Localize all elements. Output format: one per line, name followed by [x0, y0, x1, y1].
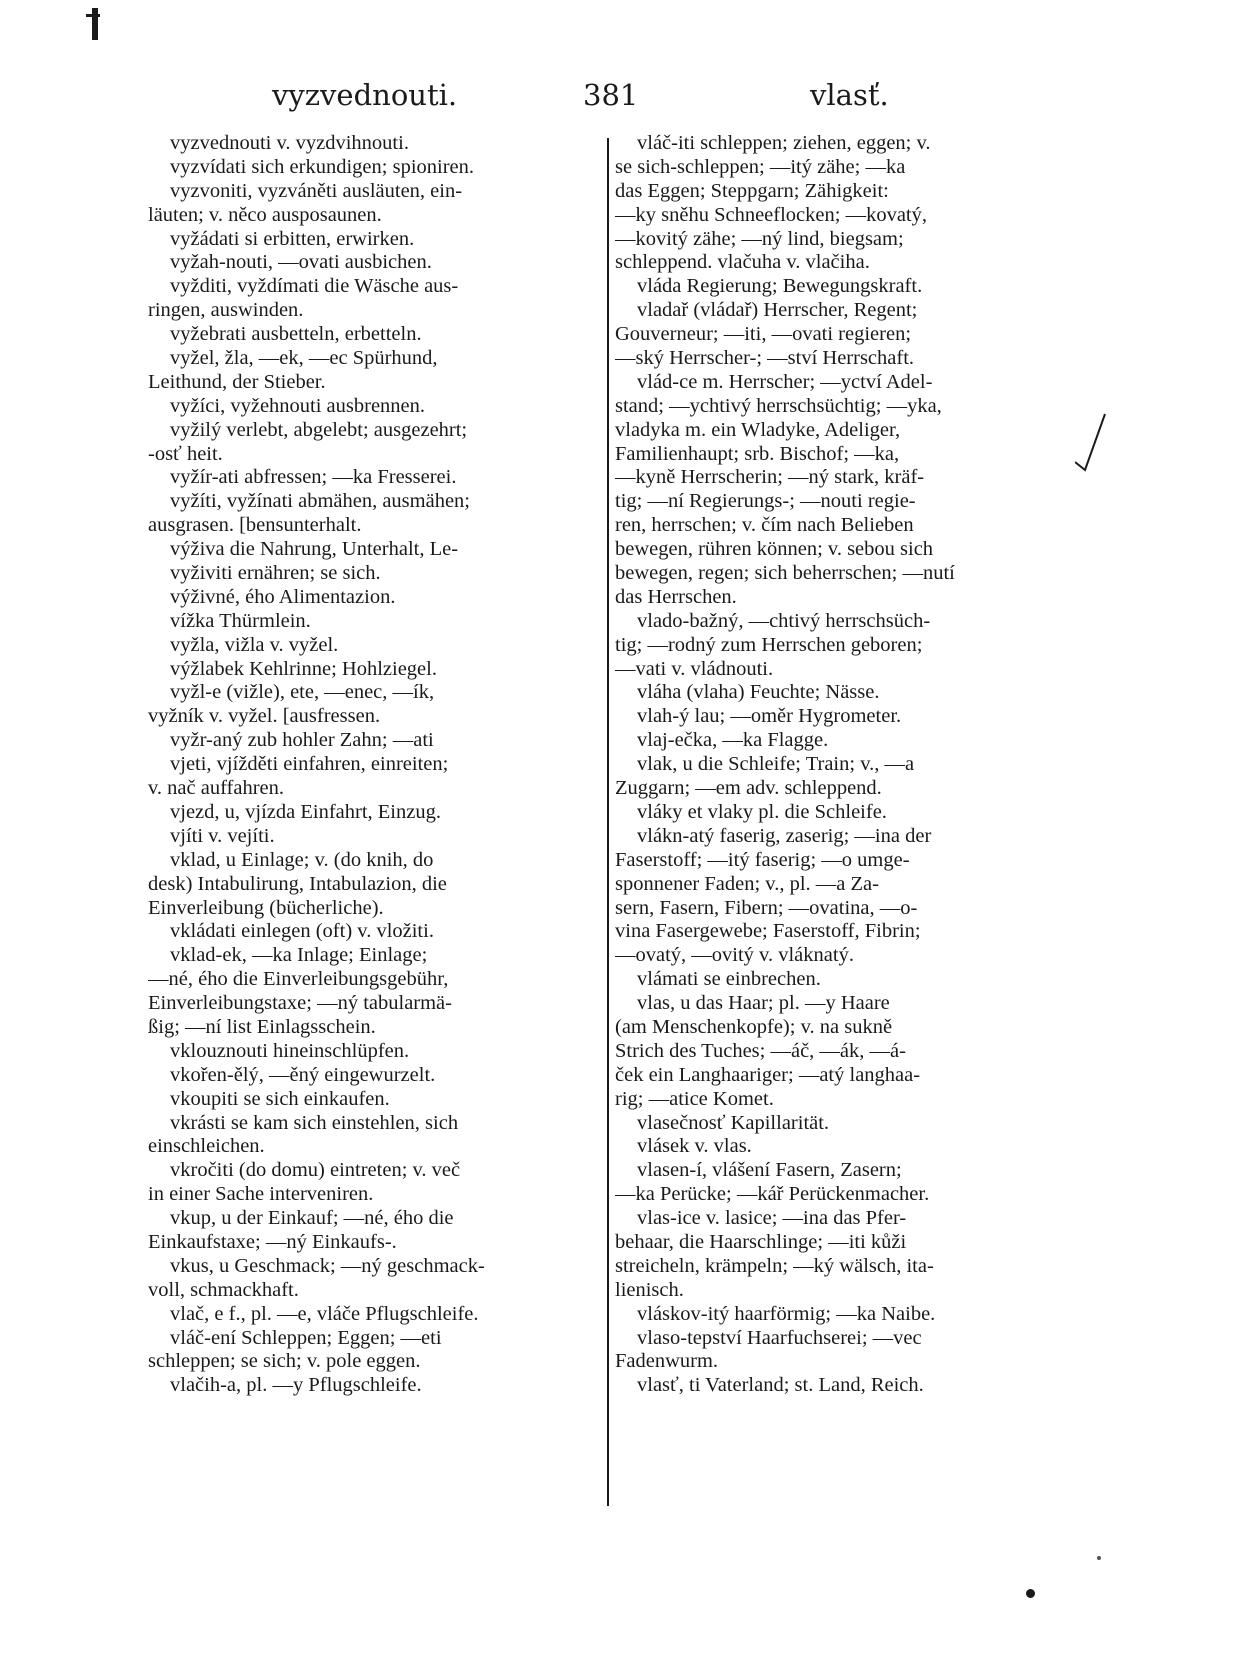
page-header — [0, 78, 1249, 118]
dictionary-line: vyžla, vižla v. vyžel. — [170, 633, 339, 656]
dictionary-line: vlado-bažný, —chtivý herrschsüch- — [637, 609, 931, 632]
dictionary-line: výživa die Nahrung, Unterhalt, Le- — [170, 538, 459, 561]
dictionary-line: —ovatý, —ovitý v. vláknatý. — [615, 944, 854, 967]
dictionary-line: schleppend. vlačuha v. vlačiha. — [615, 251, 870, 274]
dictionary-line: vlasen-í, vlášení Fasern, Zasern; — [637, 1159, 902, 1182]
dictionary-line: vyžl-e (vižle), ete, —enec, —ík, — [170, 681, 435, 704]
pencil-annotation-mark — [1075, 412, 1135, 472]
dictionary-line: vkus, u Geschmack; —ný geschmack- — [170, 1254, 485, 1277]
dictionary-line: vlámati se einbrechen. — [637, 968, 821, 991]
dictionary-line: vyžel, žla, —ek, —ec Spürhund, — [170, 347, 438, 370]
dictionary-line: vkrásti se kam sich einstehlen, sich — [170, 1111, 459, 1134]
dictionary-line: vlačih-a, pl. —y Pflugschleife. — [170, 1374, 422, 1397]
dictionary-line: vlasť, ti Vaterland; st. Land, Reich. — [637, 1374, 924, 1397]
dictionary-line: vláč-ení Schleppen; Eggen; —eti — [170, 1326, 442, 1349]
dictionary-line: vyžíti, vyžínati abmähen, ausmähen; — [170, 490, 471, 513]
dictionary-line: das Eggen; Steppgarn; Zähigkeit: — [615, 179, 889, 202]
dictionary-line: vláky et vlaky pl. die Schleife. — [637, 800, 887, 823]
dictionary-line: ßig; —ní list Einlagsschein. — [148, 1015, 376, 1038]
dictionary-line: vlaso-tepství Haarfuchserei; —vec — [637, 1326, 922, 1349]
dictionary-line: vjíti v. vejíti. — [170, 824, 275, 847]
dictionary-line: voll, schmackhaft. — [148, 1278, 299, 1301]
dictionary-line: Einverleibung (bücherliche). — [148, 896, 384, 919]
dictionary-line: —vati v. vládnouti. — [615, 657, 774, 680]
dictionary-line: výživné, ého Alimentazion. — [170, 585, 396, 608]
dictionary-line: Familienhaupt; srb. Bischof; —ka, — [615, 442, 900, 465]
top-corner-mark-bar — [86, 14, 100, 17]
dictionary-line: vyžebrati ausbetteln, erbetteln. — [170, 323, 422, 346]
dictionary-line: vláda Regierung; Bewegungskraft. — [637, 275, 923, 298]
dictionary-line: Leithund, der Stieber. — [148, 370, 326, 393]
dictionary-line: vlak, u die Schleife; Train; v., —a — [637, 753, 915, 776]
column-divider — [607, 138, 609, 1506]
dictionary-line: desk) Intabulirung, Intabulazion, die — [148, 872, 447, 895]
dictionary-line: streicheln, krämpeln; —ký wälsch, ita- — [615, 1254, 934, 1277]
dictionary-line: vjeti, vjížděti einfahren, einreiten; — [170, 753, 449, 776]
dictionary-line: vlád-ce m. Herrscher; —yctví Adel- — [637, 370, 933, 393]
dictionary-line: lienisch. — [615, 1278, 684, 1301]
dictionary-line: vyzvoniti, vyzváněti ausläuten, ein- — [170, 179, 463, 202]
dictionary-line: vyžr-aný zub hohler Zahn; —ati — [170, 729, 434, 752]
dictionary-line: (am Menschenkopfe); v. na sukně — [615, 1015, 893, 1038]
dictionary-line: Fadenwurm. — [615, 1350, 719, 1373]
dictionary-line: vyžník v. vyžel. [ausfressen. — [148, 705, 381, 728]
dictionary-line: vladař (vládař) Herrscher, Regent; — [637, 299, 918, 322]
dictionary-line: Zuggarn; —em adv. schleppend. — [615, 777, 882, 800]
dictionary-line: vláč-iti schleppen; ziehen, eggen; v. — [637, 132, 931, 154]
dictionary-line: se sich-schleppen; —itý zähe; —ka — [615, 155, 906, 178]
dictionary-line: -osť heit. — [148, 442, 223, 465]
dictionary-line: —né, ého die Einverleibungsgebühr, — [148, 968, 449, 991]
dictionary-line: vláha (vlaha) Feuchte; Nässe. — [637, 681, 880, 704]
dictionary-line: vyžír-ati abfressen; —ka Fresserei. — [170, 466, 457, 489]
dictionary-line: vklad-ek, —ka Inlage; Einlage; — [170, 944, 428, 967]
page-number: 381 — [583, 78, 639, 112]
dictionary-line: vížka Thürmlein. — [170, 609, 311, 632]
right-headword: vlasť. — [810, 78, 889, 112]
dictionary-line: sponnener Faden; v., pl. —a Za- — [615, 872, 879, 895]
dictionary-line: výžlabek Kehlrinne; Hohlziegel. — [170, 657, 437, 680]
dictionary-line: sern, Fasern, Fibern; —ovatina, —o- — [615, 896, 918, 919]
dictionary-line: ček ein Langhaariger; —atý langhaa- — [615, 1063, 921, 1086]
dictionary-line: —ky sněhu Schneeflocken; —kovatý, — [615, 203, 927, 226]
dictionary-line: vlaj-ečka, —ka Flagge. — [637, 729, 829, 752]
dictionary-line: Faserstoff; —itý faserig; —o umge- — [615, 848, 910, 871]
page-speck — [1097, 1556, 1101, 1560]
dictionary-line: v. nač auffahren. — [148, 777, 285, 800]
dictionary-line: vlásek v. vlas. — [637, 1135, 752, 1158]
dictionary-line: vkup, u der Einkauf; —né, ého die — [170, 1207, 454, 1230]
dictionary-line: —ský Herrscher-; —ství Herrschaft. — [615, 347, 915, 370]
dictionary-line: vyžádati si erbitten, erwirken. — [170, 227, 415, 250]
dictionary-line: vjezd, u, vjízda Einfahrt, Einzug. — [170, 800, 441, 823]
dictionary-line: vláskov-itý haarförmig; —ka Naibe. — [637, 1302, 936, 1325]
dictionary-line: einschleichen. — [148, 1135, 265, 1158]
dictionary-line: vlákn-atý faserig, zaserig; —ina der — [637, 824, 932, 847]
dictionary-line: bewegen, regen; sich beherrschen; —nutí — [615, 562, 955, 585]
dictionary-line: vlah-ý lau; —oměr Hygrometer. — [637, 705, 902, 728]
dictionary-line: vyžilý verlebt, abgelebt; ausgezehrt; — [170, 418, 468, 441]
dictionary-line: läuten; v. něco ausposaunen. — [148, 203, 382, 226]
dictionary-line: vladyka m. ein Wladyke, Adeliger, — [615, 418, 901, 441]
dictionary-line: vina Fasergewebe; Faserstoff, Fibrin; — [615, 920, 921, 943]
dictionary-line: bewegen, rühren können; v. sebou sich — [615, 538, 934, 561]
dictionary-line: vlas-ice v. lasice; —ina das Pfer- — [637, 1207, 907, 1230]
page-dot — [1026, 1589, 1035, 1598]
dictionary-line: behaar, die Haarschlinge; —iti kůži — [615, 1230, 907, 1253]
dictionary-line: ren, herrschen; v. čím nach Belieben — [615, 514, 914, 537]
dictionary-line: —kyně Herrscherin; —ný stark, kräf- — [615, 466, 925, 489]
dictionary-line: tig; —ní Regierungs-; —nouti regie- — [615, 490, 916, 513]
dictionary-line: Einverleibungstaxe; —ný tabularmä- — [148, 992, 452, 1015]
dictionary-line: in einer Sache interveniren. — [148, 1183, 374, 1206]
dictionary-line: vlas, u das Haar; pl. —y Haare — [637, 992, 890, 1015]
dictionary-line: Einkaufstaxe; —ný Einkaufs-. — [148, 1230, 397, 1253]
dictionary-line: stand; —ychtivý herrschsüchtig; —yka, — [615, 394, 942, 417]
dictionary-line: vkročiti (do domu) eintreten; v. več — [170, 1159, 461, 1182]
dictionary-line: vkořen-ělý, —ěný eingewurzelt. — [170, 1063, 436, 1086]
dictionary-line: ausgrasen. [bensunterhalt. — [148, 514, 362, 537]
dictionary-line: Gouverneur; —iti, —ovati regieren; — [615, 323, 912, 346]
dictionary-line: tig; —rodný zum Herrschen geboren; — [615, 633, 923, 656]
dictionary-line: das Herrschen. — [615, 585, 737, 608]
dictionary-line: vyzvídati sich erkundigen; spioniren. — [170, 155, 475, 178]
left-headword: vyzvednouti. — [272, 78, 458, 112]
dictionary-line: vlasečnosť Kapillarität. — [637, 1111, 830, 1134]
dictionary-line: —kovitý zähe; —ný lind, biegsam; — [615, 227, 904, 250]
right-column — [615, 132, 1085, 1398]
dictionary-line: Strich des Tuches; —áč, —ák, —á- — [615, 1039, 906, 1062]
dictionary-line: vklouznouti hineinschlüpfen. — [170, 1039, 410, 1062]
dictionary-line: rig; —atice Komet. — [615, 1087, 774, 1110]
dictionary-line: vyžditi, vyždímati die Wäsche aus- — [170, 275, 459, 298]
left-column — [148, 132, 603, 1398]
dictionary-line: vyzvednouti v. vyzdvihnouti. — [170, 132, 409, 154]
top-corner-mark — [92, 8, 98, 40]
dictionary-line: vkládati einlegen (oft) v. vložiti. — [170, 920, 434, 943]
dictionary-line: vklad, u Einlage; v. (do knih, do — [170, 848, 434, 871]
dictionary-line: —ka Perücke; —kář Perückenmacher. — [615, 1183, 930, 1206]
dictionary-line: vlač, e f., pl. —e, vláče Pflugschleife. — [170, 1302, 479, 1325]
dictionary-line: vyživiti ernähren; se sich. — [170, 562, 381, 585]
dictionary-line: schleppen; se sich; v. pole eggen. — [148, 1350, 421, 1373]
dictionary-line: vkoupiti se sich einkaufen. — [170, 1087, 390, 1110]
dictionary-line: vyžíci, vyžehnouti ausbrennen. — [170, 394, 426, 417]
dictionary-line: ringen, auswinden. — [148, 299, 304, 322]
dictionary-line: vyžah-nouti, —ovati ausbichen. — [170, 251, 432, 274]
